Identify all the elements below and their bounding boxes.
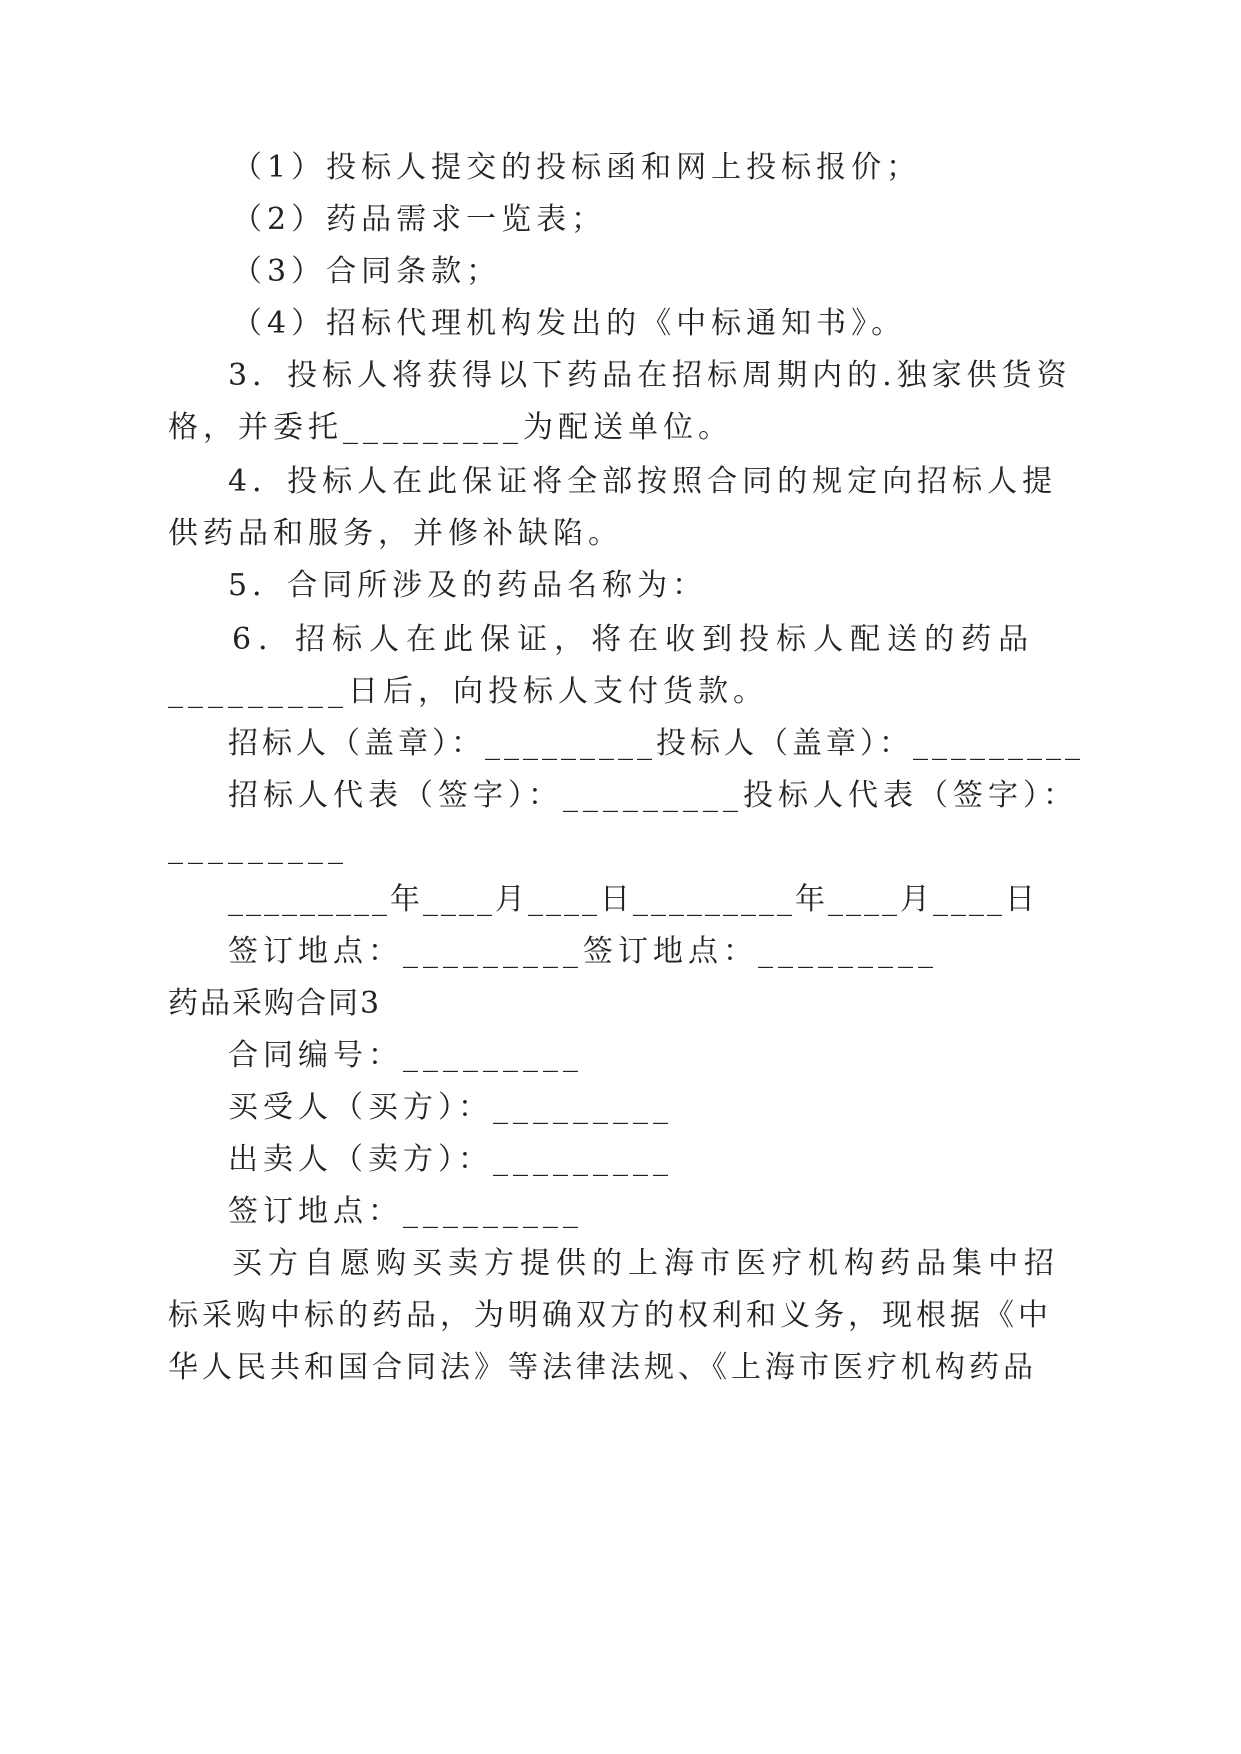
- list-item-2: （2）药品需求一览表；: [232, 202, 607, 237]
- body-paragraph-line-2: 标采购中标的药品，为明确双方的权利和义务，现根据《中: [168, 1298, 1052, 1333]
- signing-place-line: 签订地点：_________签订地点：_________: [228, 934, 938, 969]
- body-paragraph-line-1: 买方自愿购买卖方提供的上海市医疗机构药品集中招: [232, 1246, 1060, 1281]
- clause-5: 5．合同所涉及的药品名称为：: [228, 568, 708, 603]
- list-item-4: （4）招标代理机构发出的《中标通知书》。: [232, 306, 907, 341]
- clause-4-line-1: 4．投标人在此保证将全部按照合同的规定向招标人提: [228, 464, 1058, 499]
- contract-signing-place: 签订地点：_________: [228, 1194, 583, 1229]
- contract-number: 合同编号：_________: [228, 1038, 583, 1073]
- section-heading: 药品采购合同3: [168, 986, 382, 1021]
- clause-6-line-2: _________日后，向投标人支付货款。: [168, 674, 768, 709]
- body-paragraph-line-3: 华人民共和国合同法》等法律法规、《上海市医疗机构药品: [168, 1350, 1037, 1385]
- clause-4-line-2: 供药品和服务，并修补缺陷。: [168, 516, 623, 551]
- seal-line: 招标人（盖章）：_________投标人（盖章）：_________: [228, 726, 1084, 761]
- clause-3-line-2: 格，并委托_________为配送单位。: [168, 410, 733, 445]
- seller-line: 出卖人（卖方）：_________: [228, 1142, 673, 1177]
- buyer-line: 买受人（买方）：_________: [228, 1090, 673, 1125]
- clause-6-line-1: 6．招标人在此保证，将在收到投标人配送的药品: [232, 622, 1036, 657]
- list-item-1: （1）投标人提交的投标函和网上投标报价；: [232, 150, 922, 185]
- signature-blank: _________: [168, 830, 348, 865]
- date-line: _________年____月____日_________年____月____日: [228, 882, 1038, 917]
- clause-3-line-1: 3．投标人将获得以下药品在招标周期内的.独家供货资: [228, 358, 1072, 393]
- list-item-3: （3）合同条款；: [232, 254, 502, 289]
- signature-line: 招标人代表（签字）：_________投标人代表（签字）：: [228, 778, 1078, 813]
